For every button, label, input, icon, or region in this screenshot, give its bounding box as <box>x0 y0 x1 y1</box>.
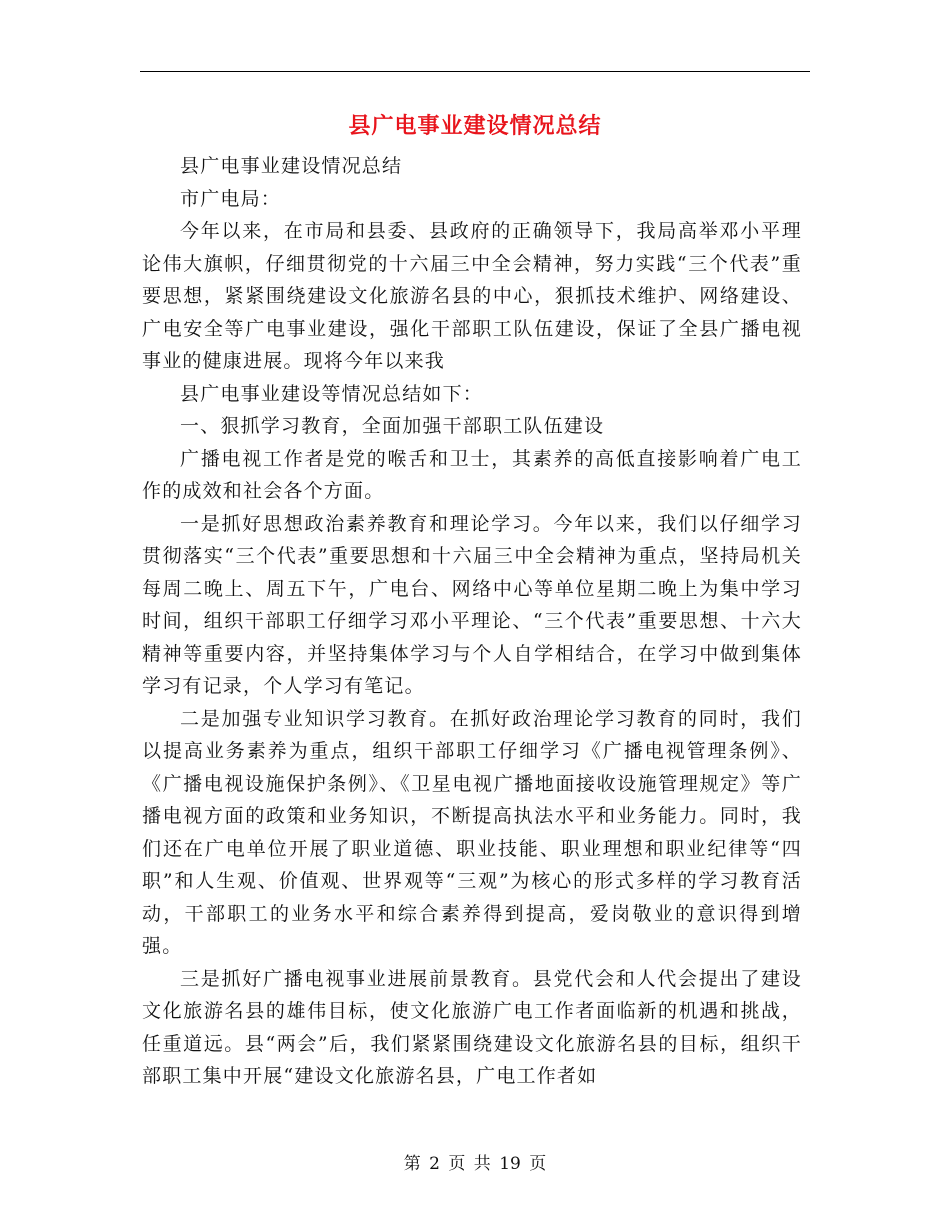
document-body <box>142 150 802 1093</box>
header-rule <box>140 71 810 72</box>
paragraph-intro: 今年以来，在市局和县委、县政府的正确领导下，我局高举邓小平理论伟大旗帜，仔细贯彻党的十六届三中全会精神，努力实践“三个代表”重要思想，紧紧围绕建设文化旅游名县的中心，狠抓技术维护、网络建设、广电安全等广电事业建设，强化干部职工队伍建设，保证了全县广播电视事业的健康进展。现将今年以来我 <box>142 220 802 372</box>
page-number-footer: 第 2 页 共 19 页 <box>403 1154 547 1174</box>
paragraph-subtitle: 县广电事业建设情况总结 <box>180 155 403 177</box>
paragraph-intro-continued: 县广电事业建设等情况总结如下： <box>180 382 484 405</box>
paragraph: 一是抓好思想政治素养教育和理论学习。今年以来，我们以仔细学习贯彻落实“三个代表”重要思想和十六届三中全会精神为重点，坚持局机关每周二晚上、周五下午，广电台、网络中心等单位星期二晚上为集中学习时间，组织干部职工仔细学习邓小平理论、“三个代表”重要思想、十六大精神等重要内容，并坚持集体学习与个人自学相结合，在学习中做到集体学习有记录，个人学习有笔记。 <box>142 512 802 697</box>
section-heading-1: 一、狠抓学习教育，全面加强干部职工队伍建设 <box>180 415 605 437</box>
document-title: 县广电事业建设情况总结 <box>348 113 602 139</box>
paragraph: 二是加强专业知识学习教育。在抓好政治理论学习教育的同时，我们以提高业务素养为重点，组织干部职工仔细学习《广播电视管理条例》、《广播电视设施保护条例》、《卫星电视广播地面接收设施管理规定》等广播电视方面的政策和业务知识，不断提高执法水平和业务能力。同时，我们还在广电单位开展了职业道德、职业技能、职业理想和职业纪律等“四职”和人生观、价值观、世界观等“三观”为核心的形式多样的学习教育活动，干部职工的业务水平和综合素养得到提高，爱岗敬业的意识得到增强。 <box>142 707 802 957</box>
paragraph: 广播电视工作者是党的喉舌和卫士，其素养的高低直接影响着广电工作的成效和社会各个方面。 <box>142 447 802 502</box>
paragraph-salutation: 市广电局： <box>180 187 282 210</box>
paragraph: 三是抓好广播电视事业进展前景教育。县党代会和人代会提出了建设文化旅游名县的雄伟目标，使文化旅游广电工作者面临新的机遇和挑战，任重道远。县“两会”后，我们紧紧围绕建设文化旅游名县的目标，组织干部职工集中开展“建设文化旅游名县，广电工作者如 <box>142 967 802 1087</box>
